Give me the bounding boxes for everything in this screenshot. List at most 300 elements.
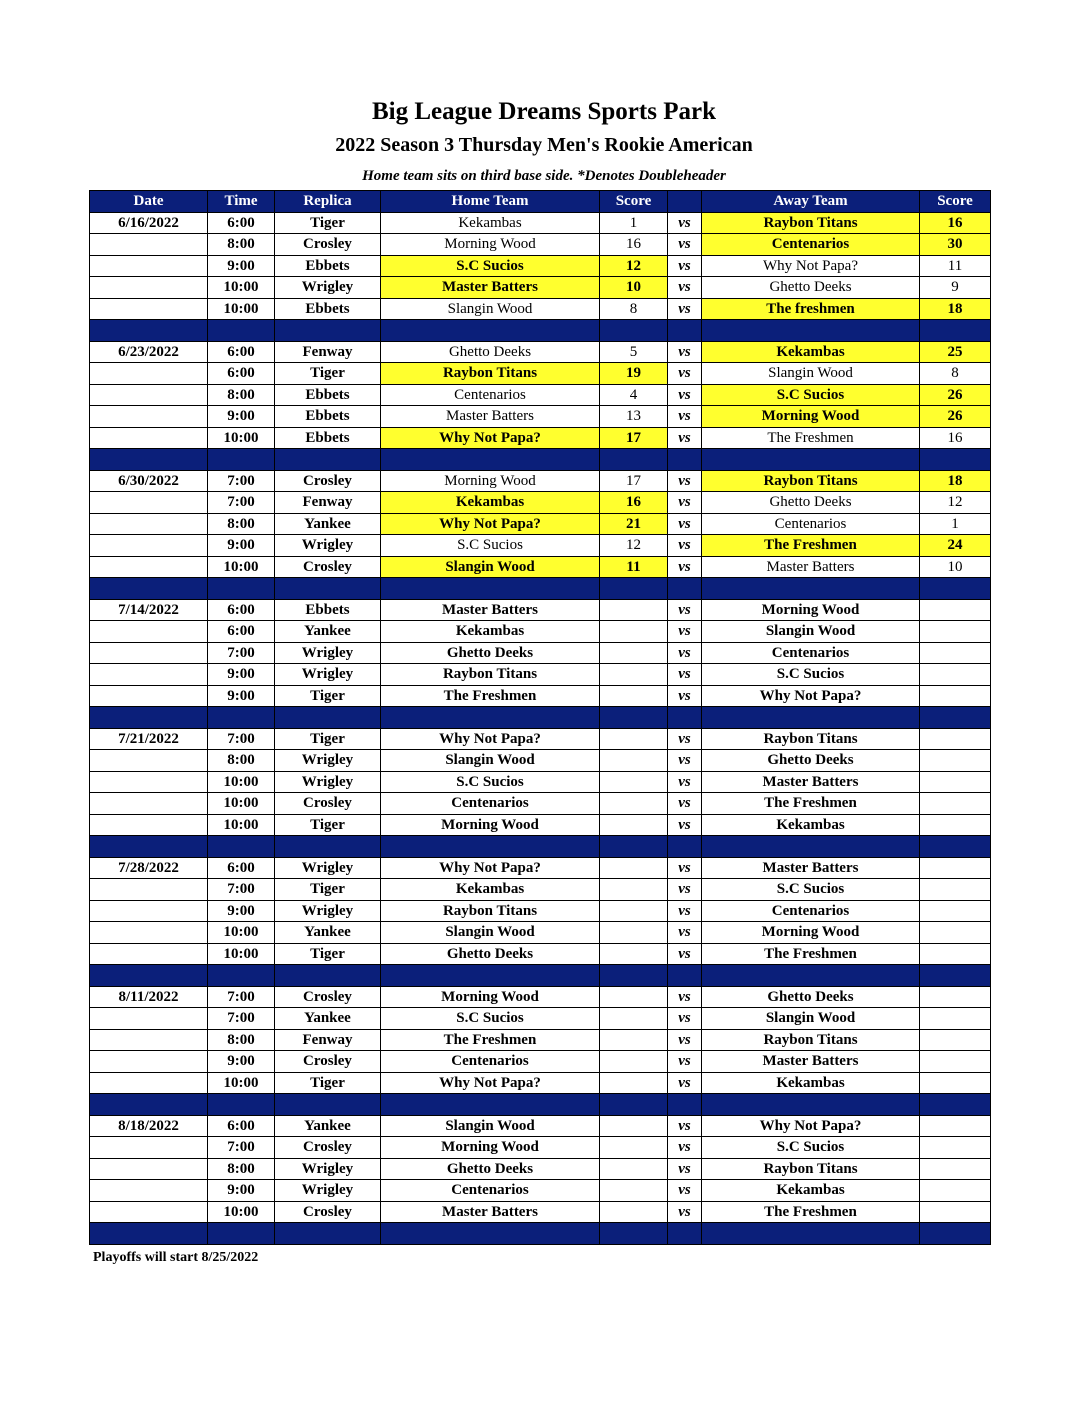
separator-cell — [600, 965, 668, 987]
game-row — [90, 879, 991, 901]
game-replica: Tiger — [275, 685, 381, 707]
game-time: 6:00 — [208, 621, 275, 643]
away-team: Slangin Wood — [702, 621, 920, 643]
separator-cell — [275, 1223, 381, 1245]
game-date: 8/11/2022 — [90, 986, 208, 1008]
away-score — [920, 1008, 991, 1030]
home-score — [600, 986, 668, 1008]
vs-label: vs — [668, 1180, 702, 1202]
game-time: 7:00 — [208, 728, 275, 750]
away-team: The Freshmen — [702, 1201, 920, 1223]
game-row — [90, 470, 991, 492]
vs-label: vs — [668, 513, 702, 535]
home-team: Raybon Titans — [381, 664, 600, 686]
game-time: 10:00 — [208, 771, 275, 793]
game-row — [90, 212, 991, 234]
vs-label: vs — [668, 943, 702, 965]
home-score — [600, 943, 668, 965]
game-time: 9:00 — [208, 900, 275, 922]
vs-label: vs — [668, 986, 702, 1008]
game-date — [90, 642, 208, 664]
vs-label: vs — [668, 234, 702, 256]
game-replica: Tiger — [275, 814, 381, 836]
game-date — [90, 1137, 208, 1159]
separator-cell — [920, 707, 991, 729]
vs-label: vs — [668, 298, 702, 320]
schedule-note: Home team sits on third base side. *Denotes Doubleheader — [362, 168, 726, 184]
game-row — [90, 1180, 991, 1202]
away-team: Centenarios — [702, 234, 920, 256]
game-time: 8:00 — [208, 234, 275, 256]
vs-label: vs — [668, 363, 702, 385]
home-team: Slangin Wood — [381, 556, 600, 578]
away-team: Centenarios — [702, 900, 920, 922]
vs-label: vs — [668, 621, 702, 643]
game-row — [90, 1137, 991, 1159]
home-team: Morning Wood — [381, 986, 600, 1008]
vs-label: vs — [668, 922, 702, 944]
separator-cell — [702, 1094, 920, 1116]
separator-cell — [275, 965, 381, 987]
away-team: Why Not Papa? — [702, 1115, 920, 1137]
away-team: Why Not Papa? — [702, 685, 920, 707]
away-score: 26 — [920, 406, 991, 428]
game-row — [90, 255, 991, 277]
game-replica: Crosley — [275, 470, 381, 492]
home-team: Ghetto Deeks — [381, 642, 600, 664]
away-score — [920, 621, 991, 643]
home-team: Why Not Papa? — [381, 513, 600, 535]
separator-cell — [702, 965, 920, 987]
away-team: Master Batters — [702, 857, 920, 879]
game-date — [90, 1072, 208, 1094]
away-score — [920, 793, 991, 815]
vs-label: vs — [668, 1201, 702, 1223]
game-date — [90, 814, 208, 836]
game-time: 9:00 — [208, 685, 275, 707]
away-score: 26 — [920, 384, 991, 406]
schedule-table — [89, 190, 991, 1245]
away-team: Morning Wood — [702, 599, 920, 621]
game-date — [90, 1201, 208, 1223]
game-row — [90, 900, 991, 922]
away-score — [920, 986, 991, 1008]
away-score: 1 — [920, 513, 991, 535]
game-replica: Wrigley — [275, 1158, 381, 1180]
separator-cell — [208, 1223, 275, 1245]
game-date — [90, 427, 208, 449]
game-replica: Crosley — [275, 1137, 381, 1159]
home-score — [600, 814, 668, 836]
away-score: 18 — [920, 298, 991, 320]
separator-cell — [702, 836, 920, 858]
game-time: 9:00 — [208, 1180, 275, 1202]
vs-label: vs — [668, 642, 702, 664]
game-date: 7/21/2022 — [90, 728, 208, 750]
away-team: Morning Wood — [702, 922, 920, 944]
game-row — [90, 771, 991, 793]
home-score — [600, 1201, 668, 1223]
page-title: Big League Dreams Sports Park — [372, 98, 716, 125]
away-team: Raybon Titans — [702, 1158, 920, 1180]
home-team: S.C Sucios — [381, 1008, 600, 1030]
away-score: 8 — [920, 363, 991, 385]
separator-cell — [920, 1223, 991, 1245]
away-score — [920, 599, 991, 621]
game-time: 7:00 — [208, 642, 275, 664]
home-score — [600, 1072, 668, 1094]
away-score — [920, 664, 991, 686]
game-time: 10:00 — [208, 1201, 275, 1223]
vs-label: vs — [668, 556, 702, 578]
home-team: Slangin Wood — [381, 1115, 600, 1137]
game-replica: Ebbets — [275, 406, 381, 428]
game-replica: Yankee — [275, 1115, 381, 1137]
game-time: 10:00 — [208, 556, 275, 578]
away-score — [920, 922, 991, 944]
game-row — [90, 1051, 991, 1073]
away-team: Ghetto Deeks — [702, 750, 920, 772]
away-score — [920, 1137, 991, 1159]
game-row — [90, 513, 991, 535]
home-score — [600, 922, 668, 944]
game-time: 7:00 — [208, 1137, 275, 1159]
game-date: 6/23/2022 — [90, 341, 208, 363]
home-team: The Freshmen — [381, 1029, 600, 1051]
separator-cell — [90, 449, 208, 471]
away-team: Morning Wood — [702, 406, 920, 428]
home-team: Slangin Wood — [381, 750, 600, 772]
game-replica: Tiger — [275, 728, 381, 750]
home-score: 5 — [600, 341, 668, 363]
vs-label: vs — [668, 1051, 702, 1073]
separator-cell — [381, 578, 600, 600]
game-replica: Ebbets — [275, 384, 381, 406]
away-team: Slangin Wood — [702, 363, 920, 385]
away-score: 16 — [920, 212, 991, 234]
game-replica: Ebbets — [275, 298, 381, 320]
away-team: S.C Sucios — [702, 879, 920, 901]
away-team: Master Batters — [702, 771, 920, 793]
game-date — [90, 943, 208, 965]
separator-cell — [920, 965, 991, 987]
game-time: 6:00 — [208, 212, 275, 234]
separator-cell — [381, 449, 600, 471]
game-row — [90, 986, 991, 1008]
home-score — [600, 857, 668, 879]
away-score — [920, 879, 991, 901]
separator-cell — [702, 707, 920, 729]
separator-cell — [90, 578, 208, 600]
away-team: Master Batters — [702, 1051, 920, 1073]
vs-label: vs — [668, 728, 702, 750]
game-replica: Ebbets — [275, 255, 381, 277]
vs-label: vs — [668, 277, 702, 299]
game-replica: Crosley — [275, 556, 381, 578]
separator-cell — [668, 1223, 702, 1245]
game-replica: Wrigley — [275, 900, 381, 922]
vs-label: vs — [668, 535, 702, 557]
away-score: 18 — [920, 470, 991, 492]
week-separator — [90, 1223, 991, 1245]
home-score — [600, 1051, 668, 1073]
home-team: Raybon Titans — [381, 363, 600, 385]
game-row — [90, 857, 991, 879]
vs-label: vs — [668, 685, 702, 707]
game-replica: Crosley — [275, 986, 381, 1008]
game-date — [90, 685, 208, 707]
home-score — [600, 728, 668, 750]
separator-cell — [90, 707, 208, 729]
week-separator — [90, 449, 991, 471]
col-home-score: Score — [600, 191, 668, 213]
home-team: Centenarios — [381, 384, 600, 406]
game-replica: Wrigley — [275, 642, 381, 664]
schedule-body — [90, 212, 991, 1244]
away-score — [920, 1201, 991, 1223]
game-time: 10:00 — [208, 943, 275, 965]
separator-cell — [381, 320, 600, 342]
away-team: Raybon Titans — [702, 470, 920, 492]
vs-label: vs — [668, 1072, 702, 1094]
game-row — [90, 793, 991, 815]
game-date — [90, 1029, 208, 1051]
separator-cell — [920, 578, 991, 600]
away-team: Kekambas — [702, 341, 920, 363]
game-date: 6/30/2022 — [90, 470, 208, 492]
game-date — [90, 513, 208, 535]
away-score — [920, 1029, 991, 1051]
home-score — [600, 1137, 668, 1159]
game-time: 10:00 — [208, 277, 275, 299]
away-team: S.C Sucios — [702, 664, 920, 686]
home-score: 10 — [600, 277, 668, 299]
home-score: 12 — [600, 535, 668, 557]
separator-cell — [381, 836, 600, 858]
away-team: Raybon Titans — [702, 1029, 920, 1051]
game-date — [90, 535, 208, 557]
away-score — [920, 900, 991, 922]
home-team: Centenarios — [381, 1051, 600, 1073]
game-replica: Tiger — [275, 363, 381, 385]
col-date: Date — [90, 191, 208, 213]
game-date — [90, 879, 208, 901]
game-replica: Yankee — [275, 513, 381, 535]
game-row — [90, 427, 991, 449]
home-score: 13 — [600, 406, 668, 428]
home-score — [600, 664, 668, 686]
game-time: 10:00 — [208, 298, 275, 320]
game-row — [90, 1201, 991, 1223]
game-row — [90, 234, 991, 256]
away-score — [920, 685, 991, 707]
separator-cell — [90, 1223, 208, 1245]
col-time: Time — [208, 191, 275, 213]
away-score: 24 — [920, 535, 991, 557]
away-score — [920, 642, 991, 664]
game-date — [90, 363, 208, 385]
game-replica: Wrigley — [275, 750, 381, 772]
game-replica: Yankee — [275, 621, 381, 643]
game-time: 6:00 — [208, 857, 275, 879]
separator-cell — [920, 836, 991, 858]
separator-cell — [208, 707, 275, 729]
home-team: Morning Wood — [381, 470, 600, 492]
game-row — [90, 341, 991, 363]
playoffs-note: Playoffs will start 8/25/2022 — [93, 1250, 259, 1265]
home-team: Ghetto Deeks — [381, 341, 600, 363]
separator-cell — [381, 1094, 600, 1116]
col-home-team: Home Team — [381, 191, 600, 213]
separator-cell — [381, 965, 600, 987]
week-separator — [90, 707, 991, 729]
page-subtitle: 2022 Season 3 Thursday Men's Rookie American — [335, 134, 753, 156]
game-replica: Ebbets — [275, 427, 381, 449]
separator-cell — [275, 449, 381, 471]
away-score — [920, 771, 991, 793]
separator-cell — [920, 1094, 991, 1116]
separator-cell — [275, 1094, 381, 1116]
away-team: Why Not Papa? — [702, 255, 920, 277]
game-time: 10:00 — [208, 1072, 275, 1094]
away-score: 25 — [920, 341, 991, 363]
home-score — [600, 599, 668, 621]
separator-cell — [208, 449, 275, 471]
vs-label: vs — [668, 470, 702, 492]
home-team: Slangin Wood — [381, 922, 600, 944]
col-away-score: Score — [920, 191, 991, 213]
home-team: S.C Sucios — [381, 255, 600, 277]
away-score — [920, 728, 991, 750]
vs-label: vs — [668, 341, 702, 363]
game-replica: Wrigley — [275, 277, 381, 299]
vs-label: vs — [668, 492, 702, 514]
game-time: 9:00 — [208, 664, 275, 686]
away-score: 12 — [920, 492, 991, 514]
game-time: 10:00 — [208, 427, 275, 449]
away-team: The Freshmen — [702, 793, 920, 815]
home-team: Master Batters — [381, 277, 600, 299]
home-team: Slangin Wood — [381, 298, 600, 320]
home-team: Kekambas — [381, 879, 600, 901]
game-row — [90, 750, 991, 772]
game-time: 6:00 — [208, 341, 275, 363]
home-score: 12 — [600, 255, 668, 277]
away-team: Ghetto Deeks — [702, 492, 920, 514]
separator-cell — [600, 1223, 668, 1245]
separator-cell — [381, 1223, 600, 1245]
away-team: Kekambas — [702, 1072, 920, 1094]
home-score: 4 — [600, 384, 668, 406]
game-replica: Fenway — [275, 492, 381, 514]
home-score — [600, 1115, 668, 1137]
away-score: 11 — [920, 255, 991, 277]
away-team: The Freshmen — [702, 535, 920, 557]
separator-cell — [702, 578, 920, 600]
vs-label: vs — [668, 1008, 702, 1030]
separator-cell — [275, 836, 381, 858]
game-row — [90, 642, 991, 664]
separator-cell — [668, 578, 702, 600]
home-score — [600, 1180, 668, 1202]
separator-cell — [208, 320, 275, 342]
game-row — [90, 621, 991, 643]
separator-cell — [275, 320, 381, 342]
game-row — [90, 535, 991, 557]
game-row — [90, 599, 991, 621]
game-row — [90, 1008, 991, 1030]
home-team: Why Not Papa? — [381, 427, 600, 449]
separator-cell — [600, 449, 668, 471]
away-team: S.C Sucios — [702, 1137, 920, 1159]
game-row — [90, 492, 991, 514]
game-date — [90, 492, 208, 514]
game-date — [90, 406, 208, 428]
away-team: Master Batters — [702, 556, 920, 578]
game-time: 6:00 — [208, 599, 275, 621]
week-separator — [90, 1094, 991, 1116]
game-date — [90, 922, 208, 944]
header-row — [90, 191, 991, 213]
away-team: The Freshmen — [702, 943, 920, 965]
separator-cell — [208, 965, 275, 987]
home-score — [600, 685, 668, 707]
game-time: 6:00 — [208, 363, 275, 385]
separator-cell — [208, 578, 275, 600]
separator-cell — [381, 707, 600, 729]
vs-label: vs — [668, 857, 702, 879]
away-score — [920, 943, 991, 965]
game-replica: Tiger — [275, 1072, 381, 1094]
separator-cell — [702, 320, 920, 342]
week-separator — [90, 578, 991, 600]
away-team: Slangin Wood — [702, 1008, 920, 1030]
home-score — [600, 793, 668, 815]
game-time: 8:00 — [208, 1158, 275, 1180]
game-replica: Wrigley — [275, 535, 381, 557]
vs-label: vs — [668, 255, 702, 277]
game-replica: Tiger — [275, 943, 381, 965]
away-score: 30 — [920, 234, 991, 256]
game-row — [90, 1029, 991, 1051]
game-replica: Ebbets — [275, 599, 381, 621]
home-team: Kekambas — [381, 492, 600, 514]
game-replica: Tiger — [275, 879, 381, 901]
away-score: 10 — [920, 556, 991, 578]
vs-label: vs — [668, 599, 702, 621]
home-team: Morning Wood — [381, 1137, 600, 1159]
game-replica: Wrigley — [275, 857, 381, 879]
separator-cell — [920, 449, 991, 471]
game-replica: Tiger — [275, 212, 381, 234]
game-date: 6/16/2022 — [90, 212, 208, 234]
game-date — [90, 1180, 208, 1202]
away-score — [920, 814, 991, 836]
game-replica: Fenway — [275, 1029, 381, 1051]
game-time: 8:00 — [208, 513, 275, 535]
home-score: 16 — [600, 492, 668, 514]
away-score: 16 — [920, 427, 991, 449]
game-date — [90, 771, 208, 793]
separator-cell — [600, 707, 668, 729]
game-time: 7:00 — [208, 1008, 275, 1030]
away-team: Centenarios — [702, 642, 920, 664]
away-score — [920, 1180, 991, 1202]
vs-label: vs — [668, 900, 702, 922]
vs-label: vs — [668, 1115, 702, 1137]
vs-label: vs — [668, 1029, 702, 1051]
home-team: Morning Wood — [381, 234, 600, 256]
